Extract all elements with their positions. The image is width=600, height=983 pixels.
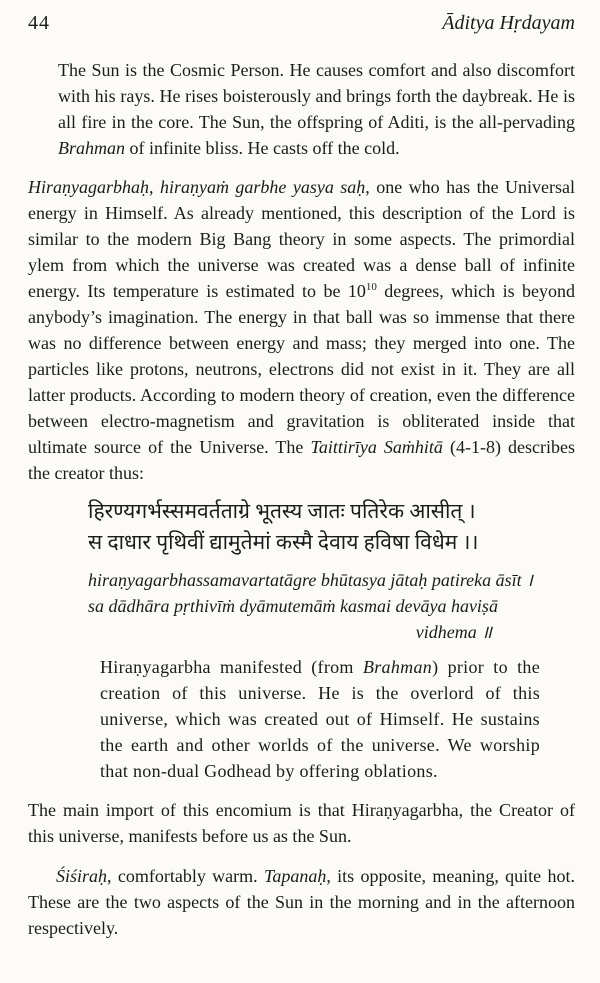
text-run: ) prior to the creation of this universe. He is the overlord of this universe, which was created out of Himself. He sustains the earth and other worlds of the universe. We worship that non-dual Godhead by offering oblations.: [100, 657, 540, 781]
text-run: (4-1-8) describes the creator thus:: [28, 437, 576, 483]
transliteration-line-2: sa dādhāra pṛthivīṁ dyāmutemāṁ kasmai devāya haviṣā: [88, 596, 498, 616]
transliteration-line-1: hiraṇyagarbhassamavartatāgre bhūtasya jātaḥ patireka āsīt ।: [88, 570, 533, 590]
text-run: , one who has the Universal energy in Himself. As already mentioned, this description of the Lord is similar to the modern Big Bang theory in some aspects. The primordial ylem from which the universe was created was a dense ball of infinite energy. Its temperature is estimated to be 10: [28, 177, 575, 301]
superscript-exponent: 10: [365, 281, 377, 293]
big-bang-paragraph: [28, 174, 575, 486]
text-run: of infinite bliss. He casts off the cold.: [125, 138, 400, 158]
text-run: , comfortably warm.: [107, 866, 264, 886]
sisirah-paragraph: [28, 863, 575, 941]
transliteration-line-3: vidhema ॥: [415, 622, 492, 642]
running-title: Āditya Hṛdayam: [442, 12, 575, 34]
import-paragraph: [28, 797, 575, 849]
sanskrit-verse: [88, 496, 575, 558]
italic-term-hiranyagarbhah: Hiraṇyagarbhaḥ, hiraṇyaṁ garbhe yasya saḥ: [28, 177, 366, 197]
page-header: [28, 10, 575, 36]
intro-paragraph: [58, 57, 575, 161]
text-run: The Sun is the Cosmic Person. He causes comfort and also discomfort with his rays. He rises boisterously and brings forth the daybreak. He is all fire in the core. The Sun, the offspring of Aditi, is the all-pervading: [58, 60, 575, 132]
text-run: The main import of this encomium is that Hiraṇyagarbha, the Creator of this universe, manifests before us as the Sun.: [28, 800, 575, 846]
italic-term-tapanah: Tapanaḥ: [263, 866, 327, 886]
translation-paragraph: [100, 654, 540, 784]
text-run: Hiraṇyagarbha manifested (from: [100, 657, 363, 677]
italic-term-sisirah: Śiśiraḥ: [56, 866, 108, 886]
transliteration-verse: [88, 567, 540, 645]
text-run: , its opposite, meaning, quite hot. These are the two aspects of the Sun in the morning and in the afternoon respectively.: [28, 866, 575, 938]
italic-term-taittiriya-samhita: Taittirīya Saṁhitā: [310, 437, 443, 457]
text-run: degrees, which is beyond anybody’s imagination. The energy in that ball was so immense that there was no difference between energy and mass; they merged into one. The particles like protons, neutrons, electrons did not exist in it. They are all latter products. According to modern theory of creation, even the difference between electro-magnetism and gravitation is obliterated inside that ultimate source of the Universe. The: [28, 281, 575, 457]
sanskrit-verse-line-1: हिरण्यगर्भस्समवर्तताग्रे भूतस्य जातः पतिरेक आसीत् ।: [88, 499, 476, 523]
italic-term-brahman: Brahman: [362, 657, 433, 677]
italic-term-brahman: Brahman: [58, 138, 125, 158]
page-number: 44: [28, 12, 50, 34]
sanskrit-verse-line-2: स दाधार पृथिवीं द्यामुतेमां कस्मै देवाय हविषा विधेम ।।: [88, 530, 479, 554]
